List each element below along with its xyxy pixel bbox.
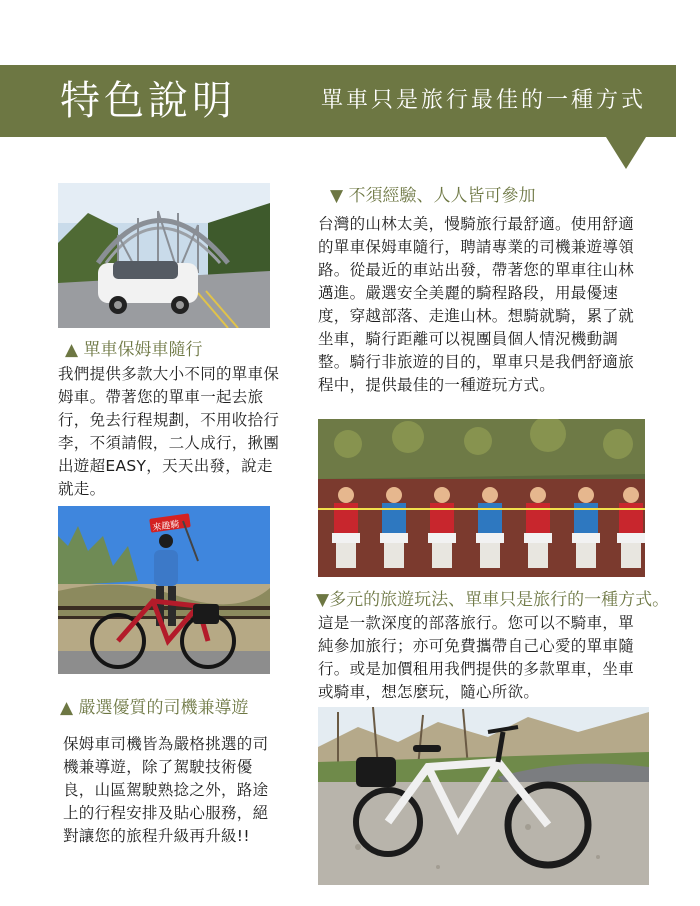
photo-tribal-mural [318, 419, 645, 577]
section-heading-diverse: ▼多元的旅遊玩法、單車只是旅行的一種方式。 [316, 590, 670, 610]
section-body-diverse: 這是一款深度的部落旅行。您可以不騎車，單純參加旅行；亦可免費攜帶自己心愛的單車隨行。或是加價租用我們提供的多款單車，坐車或騎車，想怎麼玩，隨心所欲。 [318, 614, 635, 701]
banner-pointer [606, 137, 646, 169]
section-heading-driver-guide: ▲ 嚴選優質的司機兼導遊 [60, 698, 249, 718]
photo-ebike [318, 707, 649, 885]
photo-cyclist [58, 506, 270, 674]
header-banner [0, 65, 676, 137]
section-body-no-experience: 台灣的山林太美，慢騎旅行最舒適。使用舒適的單車保姆車隨行，聘請專業的司機兼遊導領路。從最近的車站出發，帶著您的單車往山林邁進。嚴選安全美麗的騎程路段，用最優速度，穿越部落、走進山林。想騎就騎，累了就坐車，騎行距離可以視團員個人情況機動調整。騎行非旅遊的目的，單車只是我們舒適旅程中，提供最佳的一種遊玩方式。 [318, 215, 635, 394]
section-heading-no-experience: ▼ 不須經驗、人人皆可參加 [330, 186, 536, 206]
cyclist-sign-text: 來趣騎 [151, 519, 181, 534]
page-subtitle: 單車只是旅行最佳的一種方式 [320, 88, 646, 113]
section-body-support-car: 我們提供多款大小不同的單車保姆車。帶著您的單車一起去旅行，免去行程規劃，不用收拾行李，不須請假，二人成行，揪團出遊超EASY，天天出發，說走就走。 [58, 365, 280, 498]
section-body-driver-guide: 保姆車司機皆為嚴格挑選的司機兼導遊，除了駕駛技術優良，山區駕駛熟捻之外，路途上的行程安排及貼心服務，絕對讓您的旅程升級再升級!! [63, 735, 269, 845]
page-title: 特色說明 [60, 78, 236, 124]
photo-support-car [58, 183, 270, 328]
section-heading-support-car: ▲ 單車保姆車隨行 [65, 340, 203, 360]
